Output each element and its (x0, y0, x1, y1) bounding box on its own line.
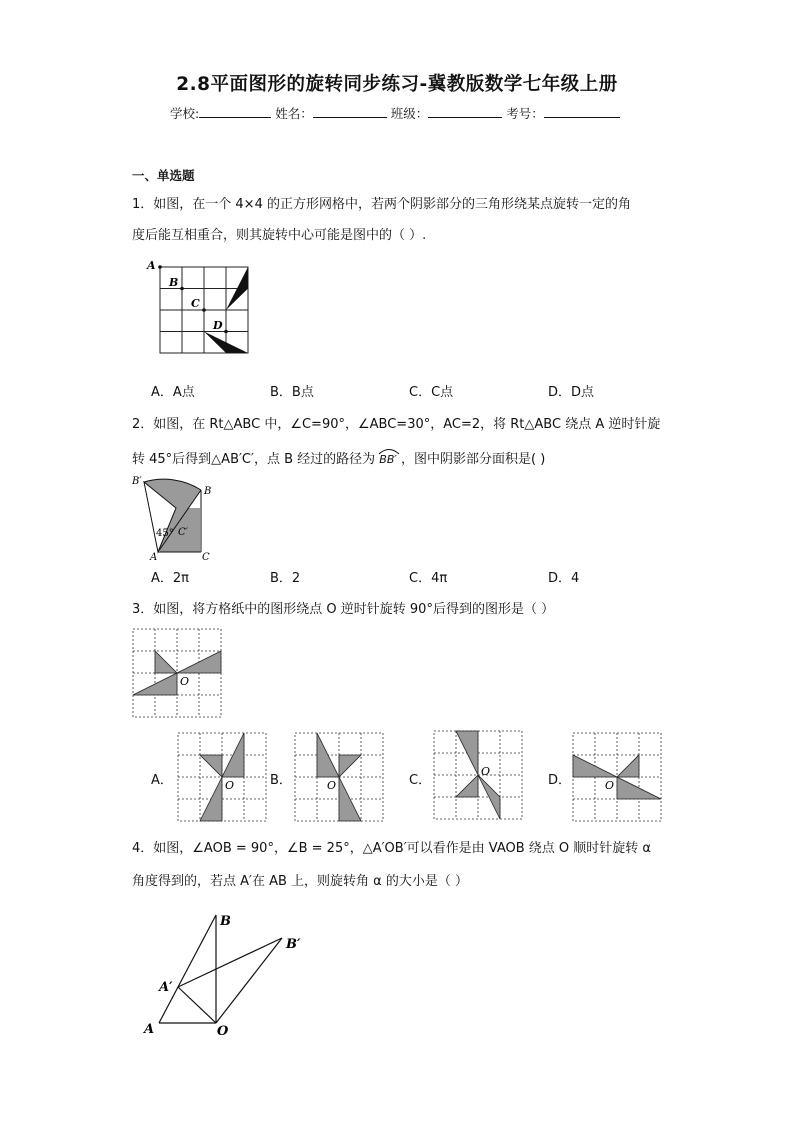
q3-original-figure (132, 628, 224, 720)
q3b-center-label: O (327, 779, 337, 792)
class-field[interactable] (428, 105, 502, 118)
q3-option-c-figure[interactable] (433, 730, 525, 822)
q1-label-d: D (213, 319, 223, 332)
name-field[interactable] (313, 105, 387, 118)
q1-label-c: C (191, 297, 200, 310)
q1-label-a: A (147, 259, 156, 272)
section-heading: 一、单选题 (132, 168, 195, 183)
q2-text-line2-a: 转 45°后得到△AB′C′，点 B 经过的路径为 (132, 452, 376, 467)
q2-label-b: B (204, 486, 212, 497)
arc-mark-icon (377, 447, 401, 455)
q4-label-a-prime: A′ (159, 980, 173, 995)
q3-option-a-figure[interactable] (177, 732, 269, 824)
q1-label-b: B (169, 276, 179, 289)
q3-center-label: O (180, 675, 190, 688)
class-label: 班级： (390, 106, 429, 121)
school-label: 学校: (170, 106, 200, 121)
page-title: 2.8平面图形的旋转同步练习-冀教版数学七年级上册 (176, 74, 618, 95)
q3-option-c-label[interactable]: C． (409, 773, 432, 788)
q2-option-c[interactable]: C．4π (409, 571, 448, 586)
q3-text-line1: 3．如图，将方格纸中的图形绕点 O 逆时针旋转 90°后得到的图形是（ ） (132, 602, 555, 617)
q4-text-line1: 4．如图，∠AOB = 90°，∠B = 25°，△A′OB′可以看作是由 VAOB 绕点 O 顺时针旋转 α (132, 841, 651, 856)
q1-option-a[interactable]: A．A点 (151, 385, 195, 400)
q3-option-a-label[interactable]: A． (151, 773, 173, 788)
q2-label-c: C (202, 552, 210, 562)
q2-label-a: A (150, 552, 158, 562)
q2-label-angle: 45° (156, 528, 174, 539)
q4-label-o: O (217, 1024, 229, 1039)
q3a-center-label: O (225, 779, 235, 792)
q2-arc-label: BB′ (379, 453, 397, 466)
q2-rotation-figure (126, 472, 226, 562)
number-field[interactable] (544, 105, 620, 118)
q2-option-a[interactable]: A．2π (151, 571, 189, 586)
q2-text-line2 (132, 448, 545, 467)
q2-option-d[interactable]: D．4 (548, 571, 580, 586)
name-label: 姓名： (275, 106, 313, 121)
school-field[interactable] (199, 105, 271, 118)
q4-rotation-figure (140, 905, 320, 1045)
q4-label-b-prime: B′ (286, 937, 301, 952)
q2-text-line2-b: ，图中阴影部分面积是( ) (401, 452, 546, 467)
q2-label-c-prime: C′ (178, 527, 188, 538)
q3-option-b-label[interactable]: B． (270, 773, 292, 788)
q4-label-b: B (220, 914, 231, 929)
q2-option-b[interactable]: B．2 (270, 571, 301, 586)
q3-option-b-figure[interactable] (294, 732, 386, 824)
q4-text-line2: 角度得到的，若点 A′在 AB 上，则旋转角 α 的大小是（ ） (132, 874, 469, 889)
q1-option-b[interactable]: B．B点 (270, 385, 314, 400)
q1-text-line2: 度后能互相重合，则其旋转中心可能是图中的（ ）. (132, 228, 427, 243)
q1-option-d[interactable]: D．D点 (548, 385, 595, 400)
number-label: 考号： (506, 106, 544, 121)
student-info-line (170, 104, 620, 122)
q2-label-b-prime: B′ (132, 476, 142, 487)
q2-arc-notation (379, 449, 397, 466)
q1-grid-figure (140, 255, 260, 360)
q1-option-c[interactable]: C．C点 (409, 385, 454, 400)
q2-text-line1: 2．如图，在 Rt△ABC 中，∠C=90°，∠ABC=30°，AC=2，将 Rt△ABC 绕点 A 逆时针旋 (132, 417, 661, 432)
q4-label-a: A (144, 1022, 155, 1037)
q3-option-d-figure[interactable] (572, 732, 664, 824)
q3c-center-label: O (481, 765, 491, 778)
q3-option-d-label[interactable]: D． (548, 773, 572, 788)
q1-text-line1: 1．如图，在一个 4×4 的正方形网格中，若两个阴影部分的三角形绕某点旋转一定的角 (132, 197, 631, 212)
q3d-center-label: O (605, 779, 615, 792)
